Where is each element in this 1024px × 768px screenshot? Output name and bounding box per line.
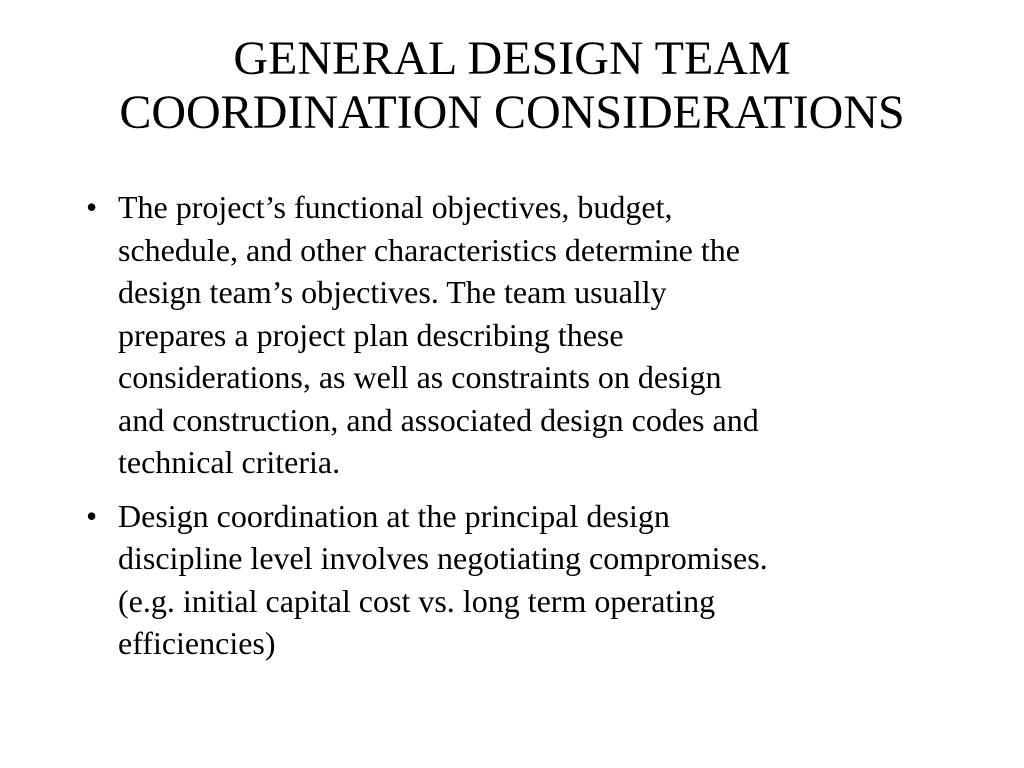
bullet-dot-icon: • xyxy=(86,189,98,225)
bullet-2-line-1: Design coordination at the principal design xyxy=(118,497,670,534)
bullet-1-line-5: considerations, as well as constraints on design xyxy=(118,359,722,395)
bullet-1-line-1: The project’s functional objectives, budget, xyxy=(118,189,673,225)
slide-title-line-2: COORDINATION CONSIDERATIONS xyxy=(119,86,905,139)
bullet-1-line-2: schedule, and other characteristics determine the xyxy=(118,231,740,268)
bullet-2-line-3: (e.g. initial capital cost vs. long term operating xyxy=(118,582,716,619)
bullet-1-line-4: prepares a project plan describing these xyxy=(118,316,624,353)
bullet-list xyxy=(86,186,936,676)
bullet-item-1 xyxy=(86,186,936,484)
bullet-dot-icon: • xyxy=(86,497,98,534)
bullet-1-line-3: design team’s objectives. The team usually xyxy=(118,274,667,310)
slide-title xyxy=(0,32,1024,140)
bullet-1-line-6: and construction, and associated design codes and xyxy=(118,401,759,438)
bullet-1-line-7: technical criteria. xyxy=(118,444,341,480)
slide-title-line-1: GENERAL DESIGN TEAM xyxy=(233,32,791,85)
bullet-2-line-4: efficiencies) xyxy=(118,625,276,661)
bullet-2-line-2: discipline level involves negotiating compromises. xyxy=(118,540,768,576)
bullet-item-2 xyxy=(86,495,936,665)
